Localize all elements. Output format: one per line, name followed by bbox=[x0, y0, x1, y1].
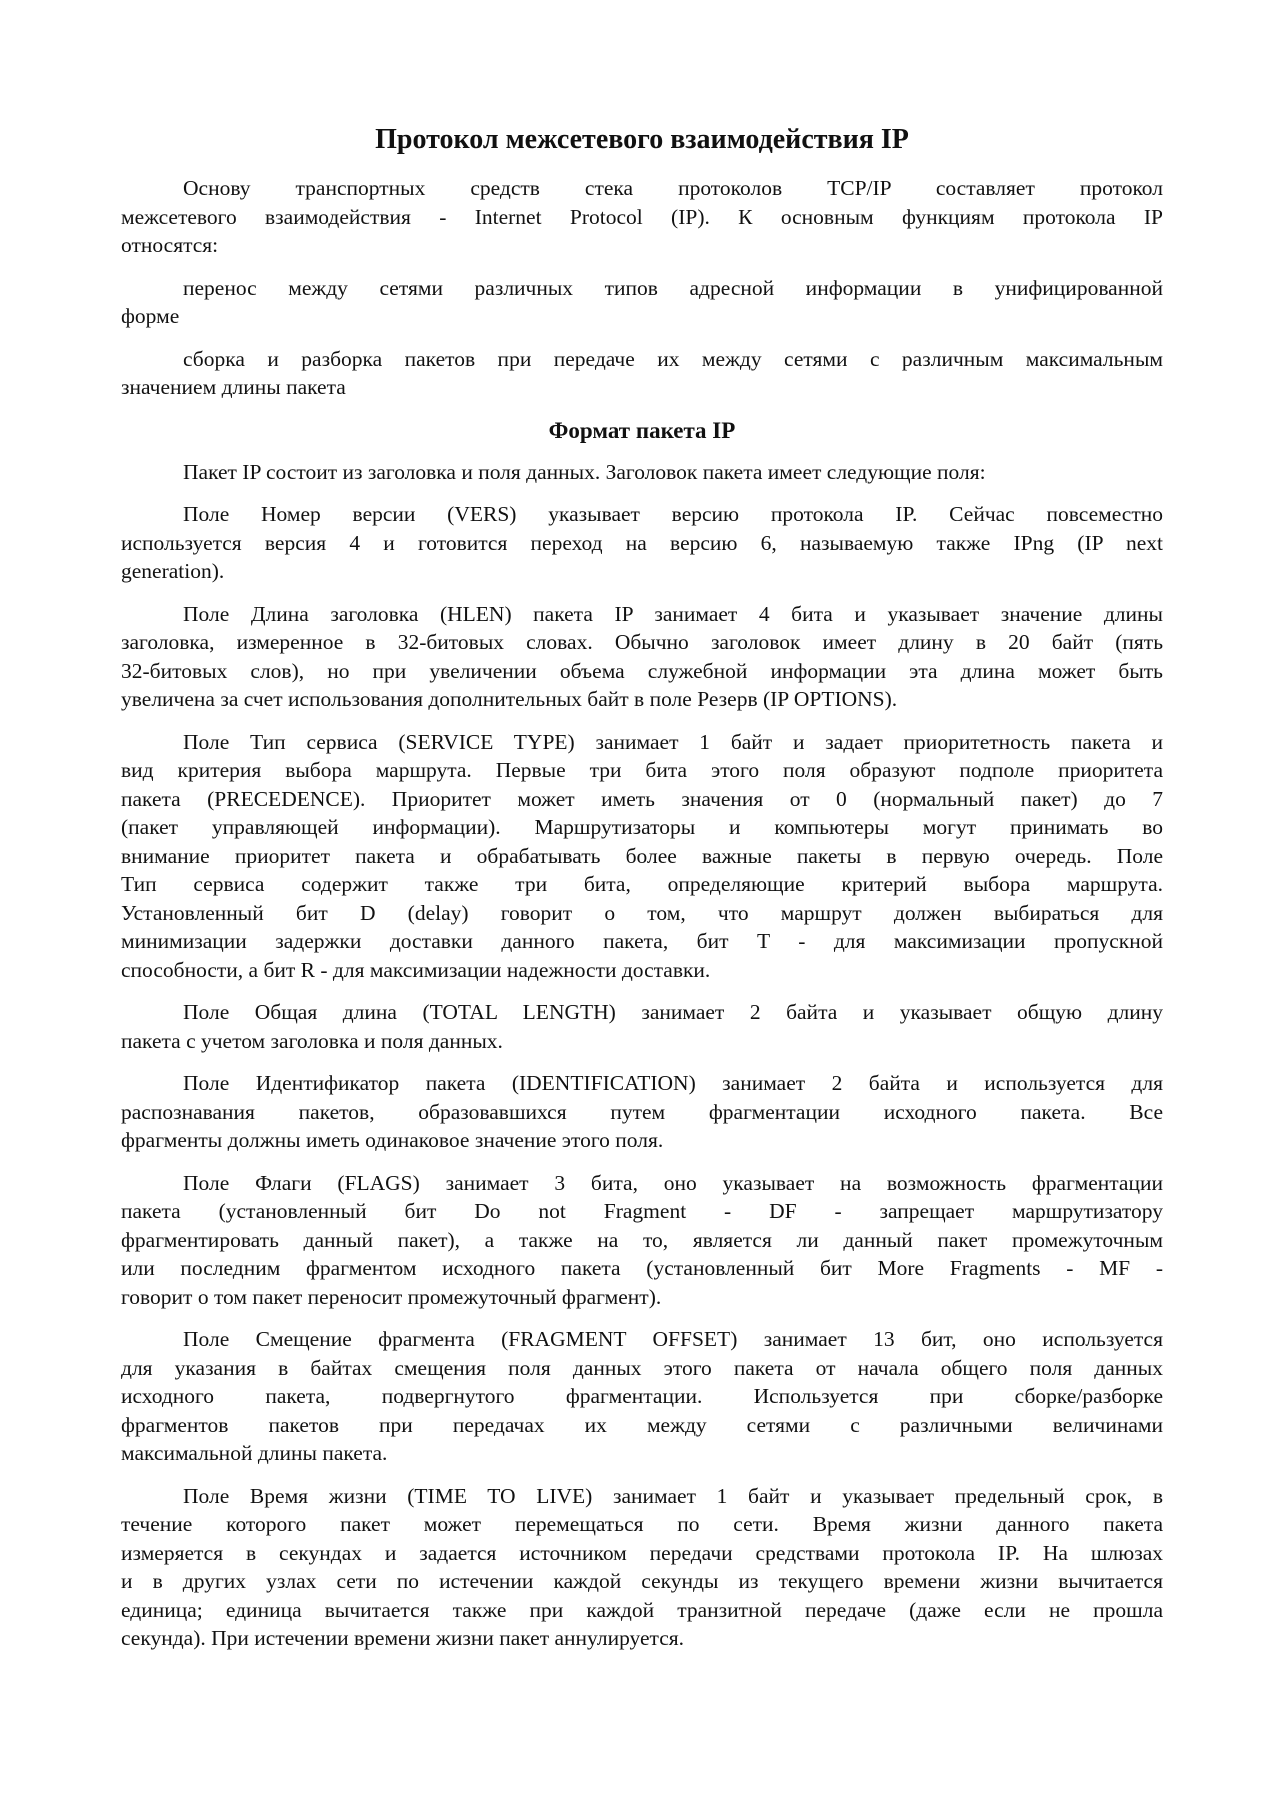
text-line: пакета (установленный бит Do not Fragment - DF - запрещает маршрутизатору bbox=[121, 1199, 1163, 1223]
paragraph bbox=[121, 274, 1163, 331]
section-packet-format bbox=[121, 458, 1163, 1653]
text-line: измеряется в секундах и задается источником передачи средствами протокола IP. На шлюзах bbox=[121, 1540, 1163, 1565]
paragraph bbox=[121, 1069, 1163, 1155]
text-line: Поле Номер версии (VERS) указывает версию протокола IP. Сейчас повсеместно bbox=[183, 502, 1163, 526]
text-line: минимизации задержки доставки данного пакета, бит T - для максимизации пропускной bbox=[121, 929, 1163, 953]
text-line: Поле Идентификатор пакета (IDENTIFICATION) занимает 2 байта и используется для bbox=[183, 1071, 1163, 1095]
paragraph bbox=[121, 1482, 1163, 1653]
text-line: течение которого пакет может перемещаться по сети. Время жизни данного пакета bbox=[121, 1512, 1163, 1536]
text-line: пакета (PRECEDENCE). Приоритет может иметь значения от 0 (нормальный пакет) до 7 bbox=[121, 786, 1163, 811]
text-line: фрагменты должны иметь одинаковое значение этого поля. bbox=[121, 1128, 664, 1152]
text-line: фрагментов пакетов при передачах их между сетями с различными величинами bbox=[121, 1412, 1163, 1437]
paragraph bbox=[121, 458, 1163, 487]
paragraph bbox=[121, 998, 1163, 1055]
text-line: межсетевого взаимодействия - Internet Protocol (IP). К основным функциям протокола IP bbox=[121, 204, 1163, 229]
paragraph bbox=[121, 1169, 1163, 1312]
text-line: Поле Общая длина (TOTAL LENGTH) занимает 2 байта и указывает общую длину bbox=[183, 1000, 1163, 1024]
text-line: вид критерия выбора маршрута. Первые три бита этого поля образуют подполе приоритета bbox=[121, 758, 1163, 782]
text-line: значением длины пакета bbox=[121, 375, 346, 399]
text-line: секунда). При истечении времени жизни пакет аннулируется. bbox=[121, 1626, 685, 1650]
text-line: Тип сервиса содержит также три бита, определяющие критерий выбора маршрута. bbox=[121, 872, 1163, 896]
text-line: исходного пакета, подвергнутого фрагментации. Используется при сборке/разборке bbox=[121, 1384, 1163, 1408]
text-line: пакета с учетом заголовка и поля данных. bbox=[121, 1028, 503, 1053]
paragraph bbox=[121, 345, 1163, 402]
text-line: форме bbox=[121, 304, 180, 328]
text-line: единица; единица вычитается также при каждой транзитной передаче (даже если не прошла bbox=[121, 1597, 1163, 1622]
section-heading-packet-format: Формат пакета IP bbox=[548, 417, 736, 443]
text-line: Установленный бит D (delay) говорит о том, что маршрут должен выбираться для bbox=[121, 900, 1163, 925]
text-line: распознавания пакетов, образовавшихся путем фрагментации исходного пакета. Все bbox=[121, 1099, 1163, 1124]
paragraph bbox=[121, 1325, 1163, 1468]
text-line: перенос между сетями различных типов адресной информации в унифицированной bbox=[183, 275, 1163, 300]
paragraph bbox=[121, 728, 1163, 985]
section-intro bbox=[121, 174, 1163, 402]
text-line: способности, а бит R - для максимизации надежности доставки. bbox=[121, 957, 711, 982]
paragraph bbox=[121, 600, 1163, 714]
text-line: Поле Флаги (FLAGS) занимает 3 бита, оно указывает на возможность фрагментации bbox=[183, 1170, 1163, 1195]
text-line: относятся: bbox=[121, 233, 219, 257]
text-line: Поле Смещение фрагмента (FRAGMENT OFFSET) занимает 13 бит, оно используется bbox=[183, 1327, 1163, 1351]
text-line: говорит о том пакет переносит промежуточный фрагмент). bbox=[121, 1284, 662, 1309]
document-page bbox=[121, 122, 1163, 1667]
text-line: или последним фрагментом исходного пакета (установленный бит More Fragments - MF - bbox=[121, 1256, 1163, 1280]
text-line: для указания в байтах смещения поля данных этого пакета от начала общего поля данных bbox=[121, 1355, 1163, 1380]
text-line: 32-битовых слов), но при увеличении объема служебной информации эта длина может быть bbox=[121, 658, 1163, 683]
text-line: внимание приоритет пакета и обрабатывать более важные пакеты в первую очередь. Поле bbox=[121, 843, 1163, 868]
paragraph bbox=[121, 500, 1163, 586]
text-line: фрагментировать данный пакет), а также на то, является ли данный пакет промежуточным bbox=[121, 1227, 1163, 1252]
text-line: Пакет IP состоит из заголовка и поля данных. Заголовок пакета имеет следующие поля: bbox=[183, 459, 986, 484]
text-line: заголовка, измеренное в 32-битовых словах. Обычно заголовок имеет длину в 20 байт (пять bbox=[121, 630, 1163, 654]
text-line: generation). bbox=[121, 559, 225, 583]
text-line: используется версия 4 и готовится переход на версию 6, называемую также IPng (IP next bbox=[121, 530, 1163, 555]
paragraph bbox=[121, 174, 1163, 260]
text-line: (пакет управляющей информации). Маршрутизаторы и компьютеры могут принимать во bbox=[121, 815, 1163, 839]
text-line: увеличена за счет использования дополнительных байт в поле Резерв (IP OPTIONS). bbox=[121, 687, 898, 711]
document-title: Протокол межсетевого взаимодействия IP bbox=[375, 124, 909, 155]
text-line: и в других узлах сети по истечении каждой секунды из текущего времени жизни вычитается bbox=[121, 1569, 1163, 1593]
text-line: Поле Время жизни (TIME TO LIVE) занимает 1 байт и указывает предельный срок, в bbox=[183, 1483, 1163, 1508]
text-line: сборка и разборка пакетов при передаче их между сетями с различным максимальным bbox=[183, 346, 1163, 371]
text-line: максимальной длины пакета. bbox=[121, 1441, 388, 1465]
text-line: Основу транспортных средств стека протоколов TCP/IP составляет протокол bbox=[183, 176, 1163, 200]
text-line: Поле Тип сервиса (SERVICE TYPE) занимает 1 байт и задает приоритетность пакета и bbox=[183, 729, 1163, 754]
text-line: Поле Длина заголовка (HLEN) пакета IP занимает 4 бита и указывает значение длины bbox=[183, 601, 1163, 626]
